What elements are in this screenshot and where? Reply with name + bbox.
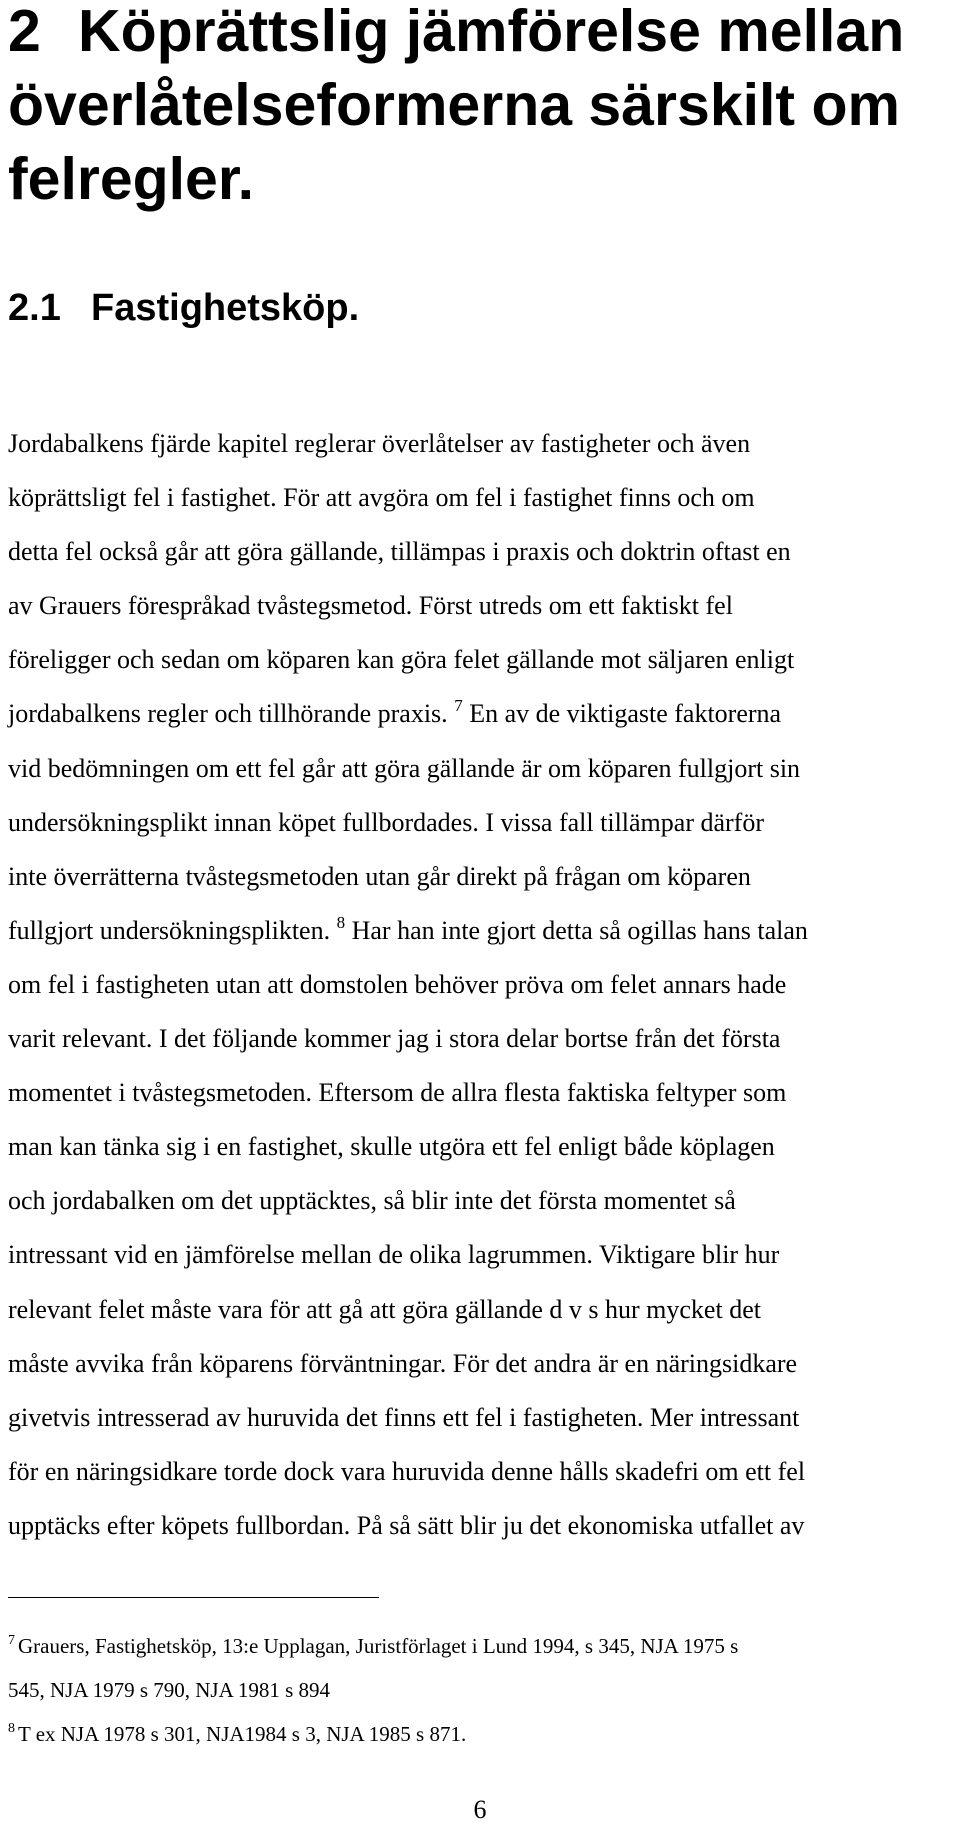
body-line-text: Jordabalkens fjärde kapitel reglerar överlåtelser av fastigheter och även [8, 429, 751, 458]
footnote-line [8, 1624, 958, 1668]
body-line [8, 417, 958, 471]
body-line-text: inte överrätterna tvåstegsmetoden utan går direkt på frågan om köparen [8, 861, 751, 891]
body-line [8, 1066, 958, 1120]
body-line-text: momentet i tvåstegsmetoden. Eftersom de allra flesta faktiska feltyper som [8, 1078, 787, 1108]
chapter-title-line: överlåtelseformerna särskilt om [8, 72, 900, 138]
body-line-text: vid bedömningen om ett fel går att göra gällande är om köparen fullgjort sin [8, 753, 801, 783]
footnote-number: 7 [8, 1633, 15, 1648]
body-line [8, 633, 958, 687]
body-line [8, 687, 958, 741]
footnote-separator [8, 1597, 379, 1598]
page-number: 6 [473, 1795, 487, 1824]
chapter-title-line: felregler. [8, 146, 254, 212]
chapter-heading [8, 0, 953, 216]
section-number: 2.1 [8, 287, 61, 329]
body-line-text: om fel i fastigheten utan att domstolen behöver pröva om felet annars hade [8, 969, 787, 999]
body-line-text: Har han inte gjort detta så ogillas hans talan [345, 915, 808, 945]
body-line [8, 1174, 958, 1228]
body-line-text: man kan tänka sig i en fastighet, skulle utgöra ett fel enligt både köplagen [8, 1132, 775, 1162]
body-line [8, 850, 958, 904]
body-line [8, 1012, 958, 1066]
body-line [8, 796, 958, 850]
footnote-text: T ex NJA 1978 s 301, NJA1984 s 3, NJA 1985 s 871. [18, 1722, 467, 1746]
body-line [8, 579, 958, 633]
footnote-reference[interactable]: 7 [454, 696, 463, 716]
body-line-text: fullgjort undersökningsplikten. [8, 915, 331, 945]
body-line-text: varit relevant. I det följande kommer jag i stora delar bortse från det första [8, 1024, 781, 1054]
body-line-text: föreligger och sedan om köparen kan göra felet gällande mot säljaren enligt [8, 645, 795, 675]
body-line [8, 525, 958, 579]
chapter-title-line: Köprättslig jämförelse mellan [78, 0, 905, 64]
body-line-text: och jordabalken om det upptäcktes, så blir inte det första momentet så [8, 1186, 736, 1216]
footnotes [8, 1624, 958, 1756]
body-line-text: upptäcks efter köpets fullbordan. På så sätt blir ju det ekonomiska utfallet av [8, 1510, 805, 1540]
body-line-text: detta fel också går att göra gällande, tillämpas i praxis och doktrin oftast en [8, 537, 791, 567]
section-heading [8, 284, 359, 332]
footnote-number: 8 [8, 1721, 15, 1736]
body-line [8, 1445, 958, 1499]
body-line [8, 1120, 958, 1174]
body-line-text: relevant felet måste vara för att gå att göra gällande d v s hur mycket det [8, 1294, 761, 1324]
body-line [8, 742, 958, 796]
footnote-reference[interactable]: 8 [336, 912, 346, 932]
body-line-text: köprättsligt fel i fastighet. För att avgöra om fel i fastighet finns och om [8, 483, 755, 513]
body-line [8, 471, 958, 525]
footnote-text: Grauers, Fastighetsköp, 13:e Upplagan, Juristförlaget i Lund 1994, s 345, NJA 1975 s [18, 1634, 739, 1658]
body-paragraph [8, 417, 958, 1553]
body-line-text: måste avvika från köparens förväntningar. För det andra är en näringsidkare [8, 1348, 798, 1378]
footnote-line [8, 1712, 958, 1756]
body-line [8, 1499, 958, 1553]
body-line [8, 1337, 958, 1391]
body-line [8, 1391, 958, 1445]
body-line-text: givetvis intresserad av huruvida det finns ett fel i fastigheten. Mer intressant [8, 1402, 800, 1432]
body-line-text: av Grauers förespråkad tvåstegsmetod. Först utreds om ett faktiskt fel [8, 591, 733, 621]
body-line [8, 904, 958, 958]
chapter-number: 2 [8, 0, 41, 64]
body-line-text: intressant vid en jämförelse mellan de olika lagrummen. Viktigare blir hur [8, 1240, 780, 1270]
body-line [8, 958, 958, 1012]
body-line-text: undersökningsplikt innan köpet fullbordades. I vissa fall tillämpar därför [8, 807, 764, 837]
footnote-text: 545, NJA 1979 s 790, NJA 1981 s 894 [8, 1678, 331, 1702]
footnote-line [8, 1668, 958, 1712]
body-line-text: jordabalkens regler och tillhörande praxis. [8, 699, 448, 729]
body-line [8, 1228, 958, 1282]
section-title: Fastighetsköp. [91, 287, 360, 329]
body-line-text: för en näringsidkare torde dock vara huruvida denne hålls skadefri om ett fel [8, 1456, 806, 1486]
body-line [8, 1283, 958, 1337]
body-line-text: En av de viktigaste faktorerna [462, 699, 782, 729]
